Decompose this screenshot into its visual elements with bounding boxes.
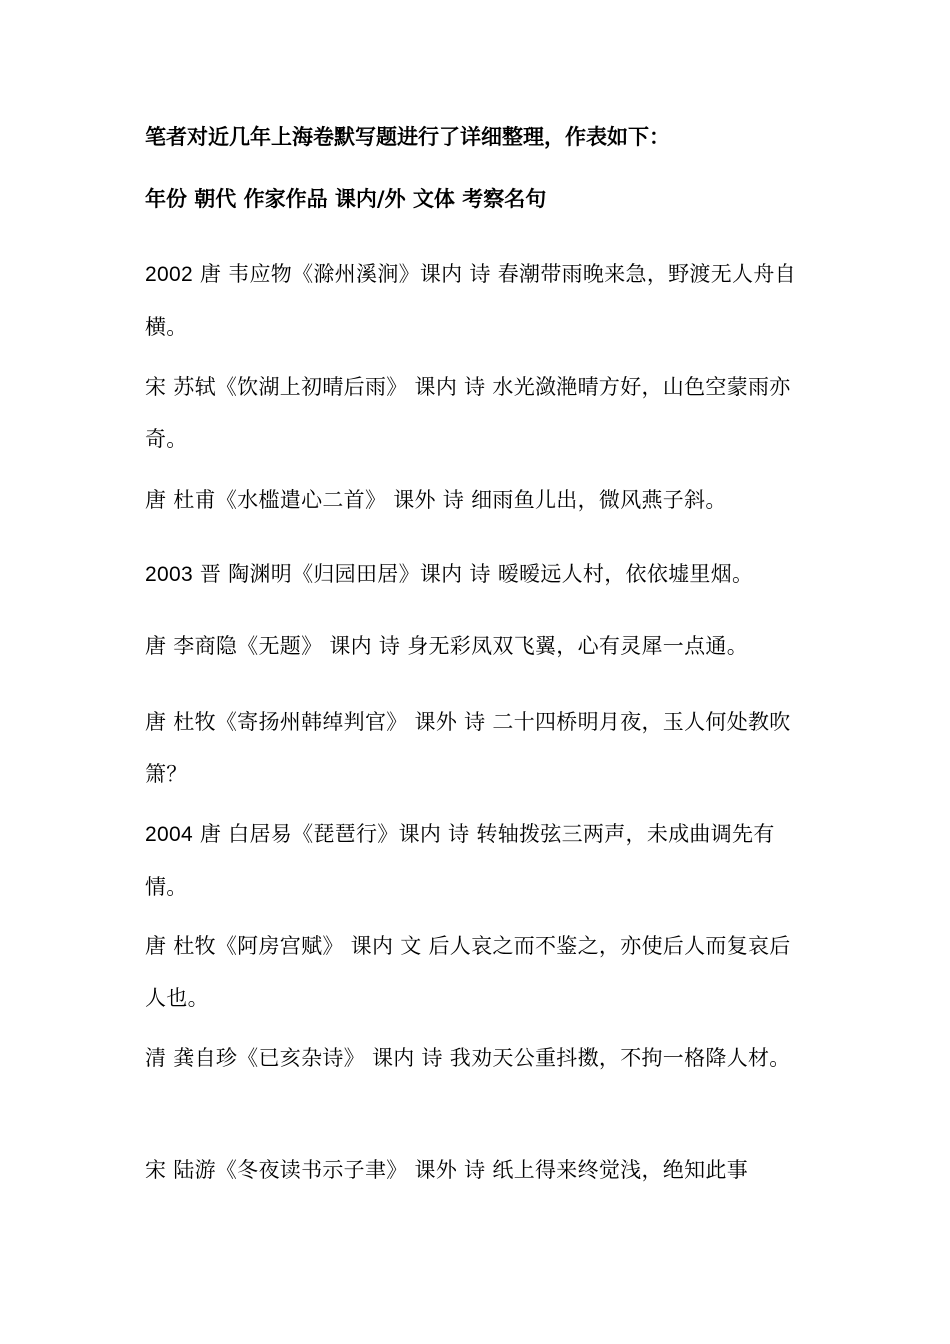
entry-text: 唐 杜牧《阿房宫赋》 课内 文 后人哀之而不鉴之，亦使后人而复哀后人也。: [145, 934, 791, 1010]
entry-gong-zizhen: [145, 1032, 810, 1084]
entry-du-mu-epang: [145, 920, 810, 1024]
entry-year: 2004: [145, 823, 193, 846]
entry-2002-wei-yingwu: [145, 248, 810, 353]
entry-year: 2003: [145, 563, 193, 586]
entry-text: 晋 陶渊明《归园田居》课内 诗 暧暧远人村，依依墟里烟。: [199, 562, 754, 586]
entry-text: 唐 白居易《琵琶行》课内 诗 转轴拨弦三两声，未成曲调先有情。: [145, 822, 775, 899]
entry-du-fu: [145, 474, 810, 526]
table-header: 年份 朝代 作家作品 课内/外 文体 考察名句: [145, 187, 547, 211]
entry-text: 唐 杜甫《水槛遣心二首》 课外 诗 细雨鱼儿出，微风燕子斜。: [145, 488, 727, 512]
intro-heading: 笔者对近几年上海卷默写题进行了详细整理，作表如下：: [145, 125, 670, 149]
entry-li-shangyin: [145, 620, 810, 672]
entry-text: 宋 陆游《冬夜读书示子聿》 课外 诗 纸上得来终觉浅，绝知此事: [145, 1158, 748, 1182]
entry-text: 宋 苏轼《饮湖上初晴后雨》 课内 诗 水光潋滟晴方好，山色空蒙雨亦奇。: [145, 375, 791, 451]
entry-text: 唐 李商隐《无题》 课内 诗 身无彩凤双飞翼，心有灵犀一点通。: [145, 634, 748, 658]
entry-year: 2002: [145, 263, 193, 286]
entry-du-mu-yangzhou: [145, 696, 810, 800]
entry-text: 唐 韦应物《滁州溪涧》课内 诗 春潮带雨晚来急，野渡无人舟自横。: [145, 262, 796, 339]
entry-2003-tao-yuanming: [145, 548, 810, 601]
entry-text: 唐 杜牧《寄扬州韩绰判官》 课外 诗 二十四桥明月夜，玉人何处教吹箫？: [145, 710, 791, 786]
entry-su-shi: [145, 361, 810, 465]
entry-lu-you: [145, 1144, 810, 1196]
entry-text: 清 龚自珍《已亥杂诗》 课内 诗 我劝天公重抖擞，不拘一格降人材。: [145, 1046, 791, 1070]
entry-2004-bai-juyi: [145, 808, 810, 913]
